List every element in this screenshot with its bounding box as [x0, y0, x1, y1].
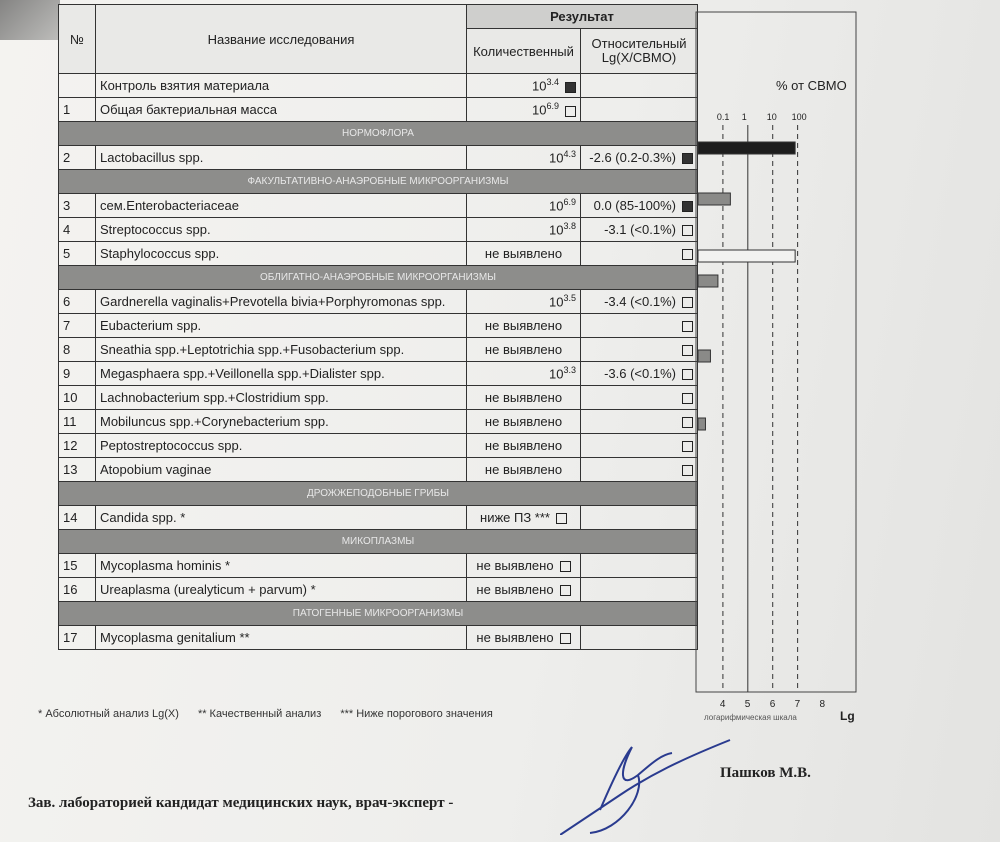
table-row	[59, 218, 698, 242]
quantitative-result	[467, 458, 581, 482]
quantitative-result	[467, 242, 581, 266]
top-tick-label: 0.1	[716, 112, 730, 122]
section-row	[59, 482, 698, 506]
relative-result	[581, 194, 698, 218]
checkbox-icon	[556, 513, 567, 524]
qty-text: не выявлено	[476, 630, 554, 645]
qty-text: не выявлено	[484, 438, 563, 453]
quantitative-result	[467, 506, 581, 530]
row-number: 13	[59, 458, 96, 482]
bottom-tick-label: 4	[719, 699, 726, 710]
top-tick-label: 100	[791, 112, 807, 122]
table-row	[59, 434, 698, 458]
bottom-tick-label: 8	[819, 699, 826, 710]
relative-result	[581, 434, 698, 458]
row-number: 4	[59, 218, 96, 242]
table-row	[59, 362, 698, 386]
qty-text: не выявлено	[484, 462, 563, 477]
log-scale-chart	[690, 10, 865, 725]
bar-mark	[698, 142, 795, 154]
col-result-header: Результат	[467, 5, 698, 29]
relative-result	[581, 554, 698, 578]
qty-text: не выявлено	[484, 246, 563, 261]
qty-text: не выявлено	[484, 390, 563, 405]
row-number: 1	[59, 98, 96, 122]
relative-result	[581, 146, 698, 170]
relative-result	[581, 362, 698, 386]
section-label: ДРОЖЖЕПОДОБНЫЕ ГРИБЫ	[59, 482, 698, 506]
results-body	[59, 74, 698, 650]
col-number-header: №	[59, 5, 96, 74]
qty-base: 10	[549, 222, 564, 238]
x-axis-label: логарифмическая шкала	[704, 713, 797, 722]
quantitative-result	[467, 74, 581, 98]
col-name-header: Название исследования	[96, 5, 467, 74]
table-row	[59, 314, 698, 338]
qty-base: 10	[549, 294, 564, 310]
quantitative-result	[467, 194, 581, 218]
test-name: Eubacterium spp.	[96, 314, 467, 338]
quantitative-result	[467, 410, 581, 434]
col-rel-header	[581, 29, 698, 74]
rel-value: -3.4 (<0.1%)	[604, 294, 676, 309]
footnote-absolute: * Абсолютный анализ Lg(X)	[38, 708, 179, 720]
test-name: Mycoplasma hominis *	[96, 554, 467, 578]
qty-base: 10	[549, 198, 564, 214]
row-number: 11	[59, 410, 96, 434]
relative-result	[581, 386, 698, 410]
top-tick-label: 1	[741, 112, 747, 122]
row-number: 12	[59, 434, 96, 458]
footnote-threshold: *** Ниже порогового значения	[340, 708, 493, 720]
table-row	[59, 554, 698, 578]
row-number	[59, 74, 96, 98]
row-number: 5	[59, 242, 96, 266]
qty-text: ниже ПЗ ***	[480, 510, 550, 525]
checkbox-icon	[560, 561, 571, 572]
test-name: Контроль взятия материала	[96, 74, 467, 98]
qty-base: 10	[549, 366, 564, 382]
table-row	[59, 194, 698, 218]
bar-mark	[698, 418, 705, 430]
qty-exponent: 3.8	[563, 221, 576, 232]
rel-value: -2.6 (0.2-0.3%)	[589, 150, 676, 165]
row-number: 14	[59, 506, 96, 530]
bottom-tick-label: 7	[794, 699, 801, 710]
section-row	[59, 602, 698, 626]
quantitative-result	[467, 386, 581, 410]
bottom-tick-label: 6	[769, 699, 776, 710]
qty-base: 10	[532, 78, 547, 94]
results-table	[58, 4, 698, 650]
qty-base: 10	[549, 150, 564, 166]
test-name: Общая бактериальная масса	[96, 98, 467, 122]
rel-value: 0.0 (85-100%)	[593, 198, 676, 213]
test-name: Megasphaera spp.+Veillonella spp.+Dialister spp.	[96, 362, 467, 386]
signer-position: Зав. лабораторией кандидат медицинских наук, врач-эксперт -	[28, 795, 454, 811]
quantitative-result	[467, 434, 581, 458]
row-number: 17	[59, 626, 96, 650]
table-row	[59, 458, 698, 482]
row-number: 15	[59, 554, 96, 578]
table-row	[59, 338, 698, 362]
x-axis-unit: Lg	[840, 709, 855, 723]
bar-mark	[698, 193, 730, 205]
checkbox-icon	[565, 106, 576, 117]
test-name: Candida spp. *	[96, 506, 467, 530]
test-name: Sneathia spp.+Leptotrichia spp.+Fusobacterium spp.	[96, 338, 467, 362]
qty-exponent: 6.9	[546, 101, 559, 112]
section-label: ФАКУЛЬТАТИВНО-АНАЭРОБНЫЕ МИКРООРГАНИЗМЫ	[59, 170, 698, 194]
col-quant-header: Количественный	[467, 29, 581, 74]
table-row	[59, 578, 698, 602]
table-row	[59, 146, 698, 170]
relative-result	[581, 410, 698, 434]
qty-exponent: 6.9	[563, 197, 576, 208]
section-row	[59, 122, 698, 146]
qty-text: не выявлено	[484, 342, 563, 357]
qty-text: не выявлено	[476, 558, 554, 573]
section-row	[59, 170, 698, 194]
relative-result	[581, 578, 698, 602]
test-name: Atopobium vaginae	[96, 458, 467, 482]
relative-result	[581, 98, 698, 122]
relative-result	[581, 338, 698, 362]
section-row	[59, 530, 698, 554]
qty-exponent: 3.4	[546, 77, 559, 88]
row-number: 2	[59, 146, 96, 170]
section-row	[59, 266, 698, 290]
rel-header-line2: Lg(X/СВМО)	[601, 50, 677, 65]
row-number: 10	[59, 386, 96, 410]
test-name: Lachnobacterium spp.+Clostridium spp.	[96, 386, 467, 410]
relative-result	[581, 218, 698, 242]
qty-text: не выявлено	[476, 582, 554, 597]
row-number: 3	[59, 194, 96, 218]
quantitative-result	[467, 146, 581, 170]
relative-result	[581, 242, 698, 266]
rel-value: -3.6 (<0.1%)	[604, 366, 676, 381]
section-label: ОБЛИГАТНО-АНАЭРОБНЫЕ МИКРООРГАНИЗМЫ	[59, 266, 698, 290]
shadow-corner	[0, 0, 60, 40]
relative-result	[581, 458, 698, 482]
relative-result	[581, 626, 698, 650]
row-number: 6	[59, 290, 96, 314]
quantitative-result	[467, 338, 581, 362]
table-row	[59, 74, 698, 98]
qty-exponent: 4.3	[563, 149, 576, 160]
table-row	[59, 410, 698, 434]
quantitative-result	[467, 314, 581, 338]
relative-result	[581, 506, 698, 530]
row-number: 16	[59, 578, 96, 602]
section-label: ПАТОГЕННЫЕ МИКРООРГАНИЗМЫ	[59, 602, 698, 626]
quantitative-result	[467, 218, 581, 242]
table-row	[59, 290, 698, 314]
qty-exponent: 3.3	[563, 365, 576, 376]
bottom-tick-label: 5	[744, 699, 751, 710]
qty-exponent: 3.5	[563, 293, 576, 304]
test-name: сем.Enterobacteriaceae	[96, 194, 467, 218]
bar-mark	[698, 250, 795, 262]
signer-name: Пашков М.В.	[720, 765, 811, 781]
quantitative-result	[467, 362, 581, 386]
chart-title: % от СВМО	[776, 78, 847, 93]
bar-mark	[698, 350, 710, 362]
row-number: 9	[59, 362, 96, 386]
qty-text: не выявлено	[484, 318, 563, 333]
qty-base: 10	[532, 102, 547, 118]
table-row	[59, 626, 698, 650]
test-name: Staphylococcus spp.	[96, 242, 467, 266]
test-name: Gardnerella vaginalis+Prevotella bivia+Porphyromonas spp.	[96, 290, 467, 314]
table-row	[59, 506, 698, 530]
checkbox-icon	[560, 633, 571, 644]
checkbox-icon	[565, 82, 576, 93]
table-row	[59, 386, 698, 410]
row-number: 7	[59, 314, 96, 338]
qty-text: не выявлено	[484, 414, 563, 429]
rel-header-line1: Относительный	[591, 36, 687, 51]
bar-mark	[698, 275, 718, 287]
quantitative-result	[467, 290, 581, 314]
section-label: НОРМОФЛОРА	[59, 122, 698, 146]
test-name: Streptococcus spp.	[96, 218, 467, 242]
row-number: 8	[59, 338, 96, 362]
quantitative-result	[467, 98, 581, 122]
table-row	[59, 242, 698, 266]
quantitative-result	[467, 554, 581, 578]
top-tick-label: 10	[766, 112, 777, 122]
section-label: МИКОПЛАЗМЫ	[59, 530, 698, 554]
relative-result	[581, 314, 698, 338]
handwritten-signature	[560, 735, 740, 835]
test-name: Ureaplasma (urealyticum + parvum) *	[96, 578, 467, 602]
relative-result	[581, 290, 698, 314]
relative-result	[581, 74, 698, 98]
footnote-qualitative: ** Качественный анализ	[197, 708, 322, 720]
table-row	[59, 98, 698, 122]
test-name: Peptostreptococcus spp.	[96, 434, 467, 458]
test-name: Mobiluncus spp.+Corynebacterium spp.	[96, 410, 467, 434]
test-name: Lactobacillus spp.	[96, 146, 467, 170]
test-name: Mycoplasma genitalium **	[96, 626, 467, 650]
rel-value: -3.1 (<0.1%)	[604, 222, 676, 237]
footnotes	[38, 708, 509, 720]
quantitative-result	[467, 626, 581, 650]
checkbox-icon	[560, 585, 571, 596]
quantitative-result	[467, 578, 581, 602]
